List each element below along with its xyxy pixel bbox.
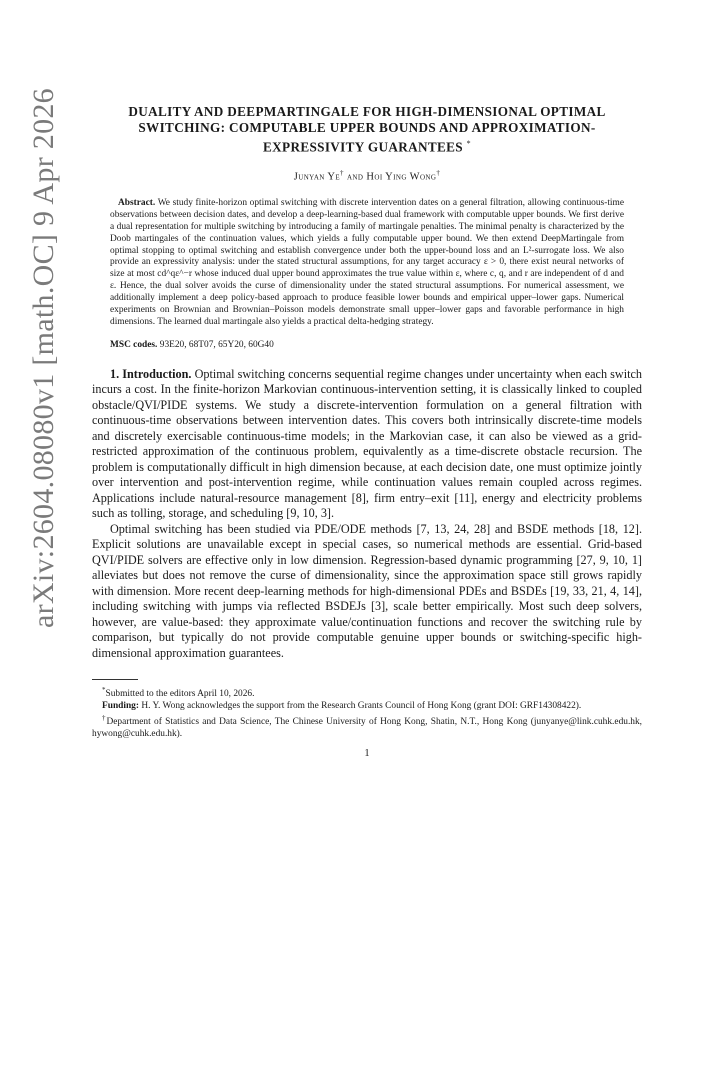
intro-paragraph-1-text: Optimal switching concerns sequential regime changes under uncertainty when each switch incurs a cost. In the finite-horizon Markovian continuous-intervention setting, it is classically linked to coupled obstacle/QVI/PIDE systems. We study a discrete-intervention formulation on a general filtration with continuous-time observations between intervention dates. This covers both intrinsically discrete-time models and discretely exercisable continuous-time models; in the Markovian case, it can also be viewed as a grid-restricted approximation of the continuous problem, equivalently as a time-discrete obstacle recursion. The problem is computationally difficult in high dimension because, at each decision date, one must optimize jointly over intervention and post-intervention regime, while continuation values remain coupled across regimes. Applications include natural-resource management [8], firm entry–exit [11], energy and electricity problems such as tolling, storage, and scheduling [9, 10, 3].: [92, 366, 642, 521]
footnote-rule: [92, 679, 138, 680]
author-name-2: Hoi Ying Wong: [366, 171, 437, 183]
abstract-heading: Abstract.: [118, 197, 156, 208]
abstract: [110, 198, 624, 329]
footnote-submitted: [92, 685, 642, 701]
author-mark-1: †: [340, 169, 344, 178]
footnote-funding-heading: Funding:: [102, 701, 139, 712]
footnote-affiliation-mark: †: [102, 714, 107, 723]
introduction-section: [92, 367, 642, 662]
footnote-funding-text: H. Y. Wong acknowledges the support from the Research Grants Council of Hong Kong (grant DOI: GRF14308422).: [141, 701, 582, 712]
msc-codes: [110, 339, 624, 351]
footnote-submitted-mark: *: [102, 686, 106, 695]
arxiv-identifier-stamp: arXiv:2604.08080v1 [math.OC] 9 Apr 2026: [27, 88, 60, 628]
author-name-1: Junyan Ye: [293, 171, 341, 183]
intro-paragraph-1: [92, 367, 642, 522]
author-mark-2: †: [436, 169, 441, 178]
section-heading: 1. Introduction.: [110, 366, 192, 381]
abstract-text: We study finite-horizon optimal switching with discrete intervention dates on a general filtration, allowing continuous-time observations between decision dates, and develop a deep-learning-based dual framework with computable upper bounds. We first derive a dual representation for multiple switching by introducing a family of martingale penalties. The minimal penalty is characterized by the Doob martingales of the continuation values, which yields a fully computable upper bound. We then extend DeepMartingale from optimal stopping to optimal switching and establish convergence under both the upper-bound loss and an L²-surrogate loss. We also provide an expressivity analysis: under the stated structural assumptions, for any target accuracy ε > 0, there exist neural networks of size at most cd^qε^−r whose induced dual upper bound approximates the true value within ε, where c, q, and r are independent of d and ε. Hence, the dual solver avoids the curse of dimensionality under the stated structural assumptions. For numerical assessment, we additionally implement a deep policy-based approach to produce feasible lower bounds and empirical upper–lower gaps. Numerical experiments on Brownian and Brownian–Poisson models demonstrate small upper–lower gaps and favorable performance in high dimensions. The learned dual martingale also yields a practical delta-hedging strategy.: [110, 197, 624, 327]
author-joiner: and: [346, 171, 364, 183]
title-text: DUALITY AND DEEPMARTINGALE FOR HIGH-DIMENSIONAL OPTIMAL SWITCHING: COMPUTABLE UPPER BOUNDS AND APPROXIMATION-EXPRESSIVITY GUARANTEES: [128, 104, 606, 155]
footnote-affiliation-text: Department of Statistics and Data Science, The Chinese University of Hong Kong, Shatin, N.T., Hong Kong (junyanye@link.cuhk.edu.hk, hywong@cuhk.edu.hk).: [92, 717, 643, 739]
footnote-submitted-text: Submitted to the editors April 10, 2026.: [105, 689, 255, 700]
intro-paragraph-2-text: Optimal switching has been studied via PDE/ODE methods [7, 13, 24, 28] and BSDE methods [18, 12]. Explicit solutions are unavailable except in special cases, so numerical methods are essential. Grid-based QVI/PIDE solvers are effective only in low dimension. Regression-based dynamic programming [27, 9, 10, 1] alleviates but does not remove the curse of dimensionality, since the approximation space still grows rapidly with dimension. More recent deep-learning methods for high-dimensional PDEs and BSDEs [19, 33, 21, 4, 14], including switching with jumps via reflected BSDEJs [3], scale better empirically. Most such deep solvers, however, are value-based: they approximate value/continuation functions and recover the switching rule by comparison, but typically do not provide computable genuine upper bounds or switching-specific high-dimensional approximation guarantees.: [92, 521, 642, 660]
intro-paragraph-2: [92, 522, 642, 662]
page-number: 1: [364, 747, 370, 759]
footnote-funding: [92, 701, 642, 713]
msc-heading: MSC codes.: [110, 339, 158, 350]
msc-values: 93E20, 68T07, 65Y20, 60G40: [159, 339, 274, 350]
page-content: [92, 104, 642, 759]
paper-title: [92, 104, 642, 155]
footnote-affiliation: [92, 713, 642, 741]
author-line: [92, 169, 642, 183]
footnotes: [92, 685, 642, 740]
title-footnote-mark: *: [466, 139, 471, 148]
